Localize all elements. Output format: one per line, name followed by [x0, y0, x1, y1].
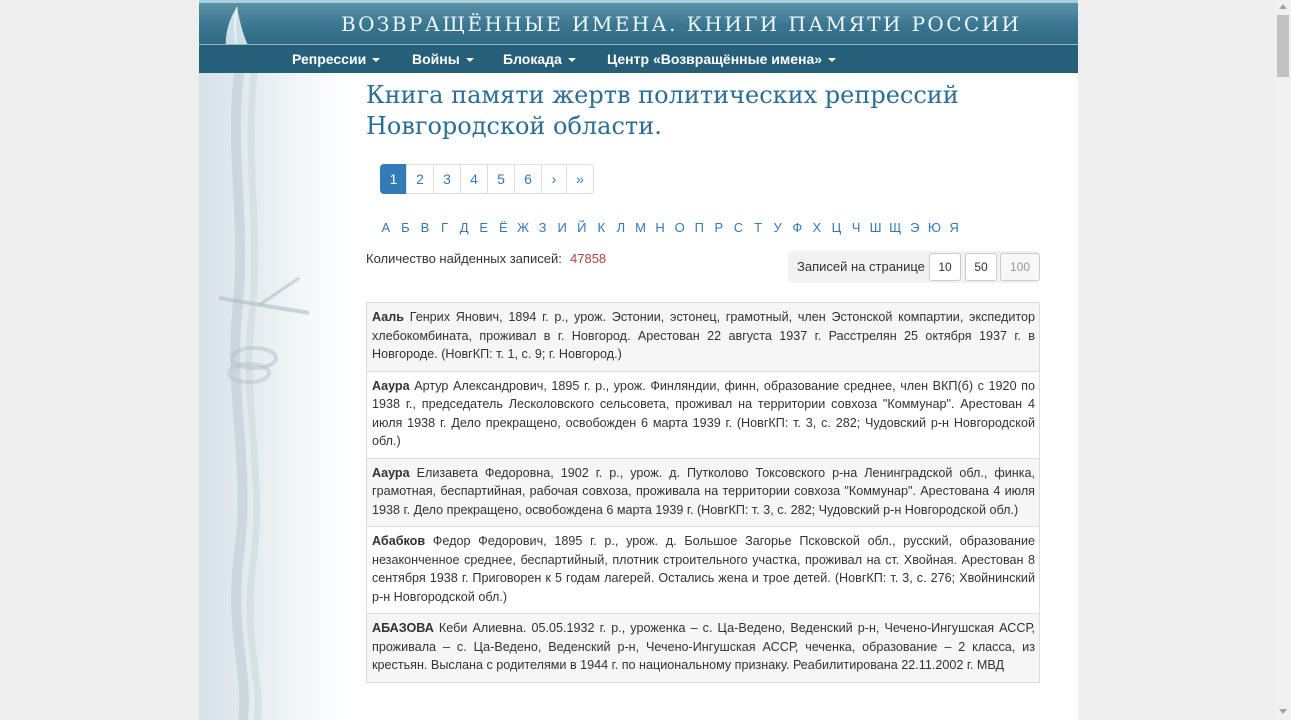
results-count-value: 47858: [570, 251, 607, 266]
letter-link[interactable]: Б: [401, 220, 410, 235]
site-title[interactable]: ВОЗВРАЩЁННЫЕ ИМЕНА. КНИГИ ПАМЯТИ РОССИИ: [341, 12, 1022, 36]
scrollbar-thumb[interactable]: [1277, 15, 1289, 77]
nav-item-repressions[interactable]: [292, 51, 380, 67]
records-list: [366, 302, 1040, 683]
next-page-link[interactable]: ›: [541, 164, 567, 194]
per-page-selector: [788, 251, 1040, 283]
per-page-10-button[interactable]: 10: [929, 253, 961, 281]
letter-link[interactable]: Л: [616, 220, 626, 235]
record-details: Елизавета Федоровна, 1902 г. р., урож. д. Путколово Токсовского р-на Ленинградской обл., финка, грамотная, беспартийная, рабочая совхоза, проживала на территории совхоза "Коммунар". Арестована 4 июля 1938 г. Дело прекращено, освобождена 6 марта 1939 г. (НовгКП: т. 3, с. 282; Чудовский р-н Новгородской обл.): [372, 465, 1035, 517]
page-link-4[interactable]: 4: [460, 164, 488, 194]
letter-link[interactable]: С: [733, 220, 744, 235]
letter-link[interactable]: Щ: [889, 220, 902, 235]
letter-link[interactable]: З: [538, 220, 547, 235]
nav-item-blockade[interactable]: [503, 51, 576, 67]
letter-link[interactable]: Ч: [851, 220, 861, 235]
caret-down-icon: [568, 58, 576, 62]
page-container: [199, 0, 1078, 720]
letter-link[interactable]: Т: [754, 220, 763, 235]
letter-link[interactable]: Ю: [927, 220, 941, 235]
letter-link[interactable]: У: [773, 220, 782, 235]
caret-down-icon: [372, 58, 380, 62]
record-surname: АБАЗОВА: [372, 621, 434, 635]
nav-item-center[interactable]: [607, 51, 836, 67]
alphabet-filter: [376, 220, 964, 235]
scroll-up-arrow-icon[interactable]: [1279, 4, 1287, 9]
barbed-wire-icon: [199, 73, 349, 720]
main-navbar: [199, 44, 1078, 73]
letter-link[interactable]: Ц: [831, 220, 842, 235]
record-details: Артур Александрович, 1895 г. р., урож. Финляндии, финн, образование среднее, член ВКП(б) с 1920 по 1938 г., председатель Лесколовского сельсовета, проживал на территории совхоза "Коммунар". Арестован 4 июля 1938 г. Дело прекращено, освобожден 6 марта 1939 г. (НовгКП: т. 3, с. 282; Чудовский р-н Новгородской обл.): [372, 378, 1035, 448]
record-item: [366, 527, 1040, 614]
letter-link[interactable]: П: [694, 220, 704, 235]
record-surname: Ааль: [372, 310, 404, 324]
record-item: [366, 372, 1040, 459]
record-details: Федор Федорович, 1895 г. р., урож. д. Большое Загорье Псковской обл., русский, образование незаконченное среднее, беспартийный, плотник строительного участка, проживал на ст. Хвойная. Арестован 8 сентября 1938 г. Приговорен к 5 годам лагерей. Остались жена и трое детей. (НовгКП: т. 3, с. 276; Хвойнинский р-н Новгородской обл.): [372, 534, 1035, 604]
letter-link[interactable]: Й: [577, 220, 587, 235]
results-count-label: Количество найденных записей:: [366, 251, 562, 266]
record-item: [366, 459, 1040, 528]
letter-link[interactable]: И: [557, 220, 567, 235]
page-link-6[interactable]: 6: [514, 164, 542, 194]
site-header: [199, 0, 1078, 44]
letter-link[interactable]: К: [597, 220, 606, 235]
letter-link[interactable]: В: [420, 220, 430, 235]
pagination: [380, 164, 594, 194]
per-page-100-button: 100: [1000, 253, 1040, 281]
record-surname: Абабков: [372, 534, 426, 548]
nav-item-label: Центр «Возвращённые имена»: [607, 51, 823, 67]
record-details: Кеби Алиевна. 05.05.1932 г. р., уроженка – с. Ца-Ведено, Веденский р-н, Чечено-Ингушская АССР, проживала – с. Ца-Ведено, Веденский р-н, Чечено-Ингушская АССР, чеченка, образование – 2 класса, из крестьян. Выслана с родителями в 1944 г. по национальному признаку. Реабилитирована 22.11.2002 г. МВД: [372, 621, 1035, 672]
letter-link[interactable]: Р: [714, 220, 724, 235]
letter-link[interactable]: Ш: [869, 220, 882, 235]
record-item: [366, 303, 1040, 372]
record-surname: Аaура: [372, 378, 410, 393]
vertical-scrollbar[interactable]: [1275, 0, 1291, 720]
record-details: Генрих Янович, 1894 г. р., урож. Эстонии, эстонец, грамотный, член Эстонской компартии, экспедитор хлебокомбината, проживал в г. Новгород. Арестован 22 августа 1937 г. Расстрелян 25 октября 1937 г. в Новгороде. (НовгКП: т. 1, с. 9; г. Новгород.): [372, 310, 1035, 361]
record-item: [366, 614, 1040, 683]
page-link-5[interactable]: 5: [487, 164, 515, 194]
letter-link[interactable]: Х: [812, 220, 822, 235]
nav-item-label: Блокада: [503, 51, 562, 67]
page-link-3[interactable]: 3: [433, 164, 461, 194]
letter-link[interactable]: Д: [459, 220, 469, 235]
letter-link[interactable]: Ж: [516, 220, 529, 235]
letter-link[interactable]: Г: [441, 220, 449, 235]
letter-link[interactable]: О: [674, 220, 685, 235]
letter-link[interactable]: Ф: [792, 220, 803, 235]
per-page-label: Записей на странице: [797, 259, 925, 274]
per-page-50-button[interactable]: 50: [965, 253, 997, 281]
page-link-2[interactable]: 2: [406, 164, 434, 194]
letter-link[interactable]: Н: [655, 220, 665, 235]
nav-item-label: Войны: [412, 51, 460, 67]
last-page-link[interactable]: »: [566, 164, 594, 194]
barbed-wire-side-image: [199, 73, 349, 720]
nav-item-label: Репрессии: [292, 51, 367, 67]
letter-link[interactable]: А: [381, 220, 391, 235]
scroll-down-arrow-icon[interactable]: [1279, 709, 1287, 714]
letter-link[interactable]: Э: [910, 220, 920, 235]
page-link-1[interactable]: 1: [380, 164, 407, 194]
caret-down-icon: [828, 58, 836, 62]
letter-link[interactable]: Ё: [499, 220, 508, 235]
letter-link[interactable]: Е: [479, 220, 489, 235]
nav-item-wars[interactable]: [412, 51, 474, 67]
letter-link[interactable]: Я: [949, 220, 959, 235]
caret-down-icon: [466, 58, 474, 62]
letter-link[interactable]: М: [635, 220, 646, 235]
page-title: Книга памяти жертв политических репрессий Новгородской области.: [366, 81, 959, 140]
record-surname: Аaура: [372, 465, 410, 480]
